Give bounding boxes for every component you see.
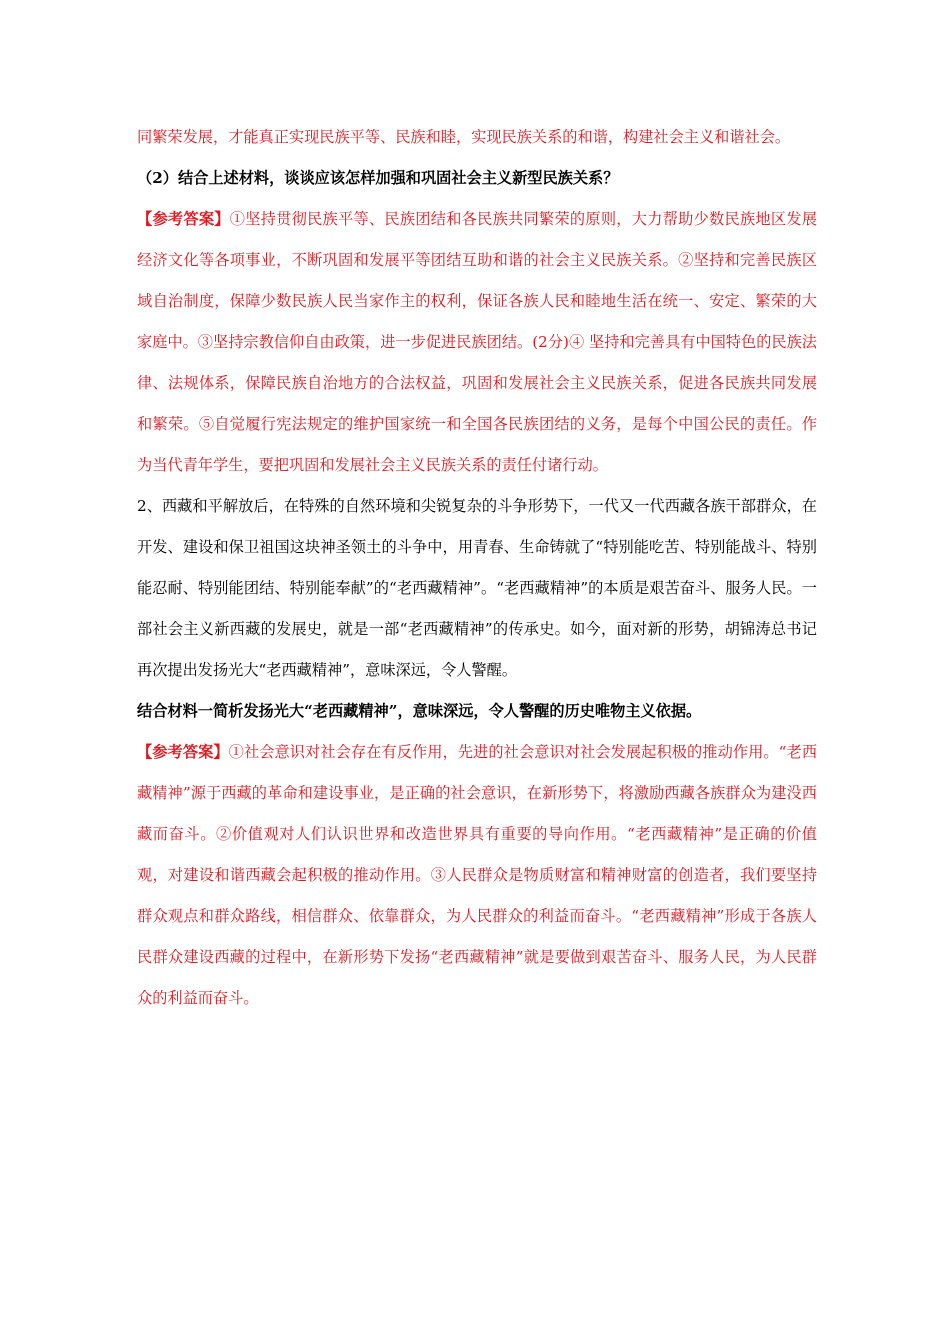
answer-label: 【参考答案】	[137, 210, 230, 228]
question-1-2: （2）结合上述材料，谈谈应该怎样加强和巩固社会主义新型民族关系？	[137, 169, 619, 187]
question-2-material: 2、西藏和平解放后，在特殊的自然环境和尖锐复杂的斗争形势下，一代又一代西藏各族干部群众，在开发、建设和保卫祖国这块神圣领土的斗争中，用青春、生命铸就了“特别能吃苦、特别能战斗、特别能忍耐、特别能团结、特别能奉献”的“老西藏精神”。“老西藏精神”的本质是艰苦奋斗、服务人民。一部社会主义新西藏的发展史，就是一部“老西藏精神”的传承史。如今，面对新的形势，胡锦涛总书记再次提出发扬光大“老西藏精神”，意味深远，令人警醒。	[137, 497, 817, 679]
answer-1-2	[137, 199, 817, 486]
answer-label: 【参考答案】	[137, 743, 229, 761]
continued-answer-text: 同繁荣发展，才能真正实现民族平等、民族和睦，实现民族关系的和谐，构建社会主义和谐社会。	[137, 128, 791, 146]
answer-2	[137, 732, 817, 1019]
question-2-prompt: 结合材料一简析发扬光大“老西藏精神”，意味深远，令人警醒的历史唯物主义依据。	[137, 702, 702, 720]
answer-2-text: ①社会意识对社会存在有反作用，先进的社会意识对社会发展起积极的推动作用。“老西藏精神”源于西藏的革命和建设事业，是正确的社会意识，在新形势下，将激励西藏各族群众为建没西藏而奋斗。②价值观对人们认识世界和改造世界具有重要的导向作用。“老西藏精神”是正确的价值观，对建设和谐西藏会起积极的推动作用。③人民群众是物质财富和精神财富的创造者，我们要坚持群众观点和群众路线，相信群众、依靠群众，为人民群众的利益而奋斗。“老西藏精神”形成于各族人民群众建设西藏的过程中，在新形势下发扬“老西藏精神”就是要做到艰苦奋斗、服务人民，为人民群众的利益而奋斗。	[137, 743, 818, 1007]
answer-1-2-text: ①坚持贯彻民族平等、民族团结和各民族共同繁荣的原则，大力帮助少数民族地区发展经济文化等各项事业，不断巩固和发展平等团结互助和谐的社会主义民族关系。②坚持和完善民族区域自治制度，保障少数民族人民当家作主的权利，保证各族人民和睦地生活在统一、安定、繁荣的大家庭中。③坚持宗教信仰自由政策，进一步促进民族团结。(2分)④ 坚持和完善具有中国特色的民族法律、法规体系，保障民族自治地方的合法权益，巩固和发展社会主义民族关系，促进各民族共同发展和繁荣。⑤自觉履行宪法规定的维护国家统一和全国各民族团结的义务，是每个中国公民的责任。作为当代青年学生，要把巩固和发展社会主义民族关系的责任付诸行动。	[137, 210, 818, 474]
document-page	[137, 117, 817, 1019]
